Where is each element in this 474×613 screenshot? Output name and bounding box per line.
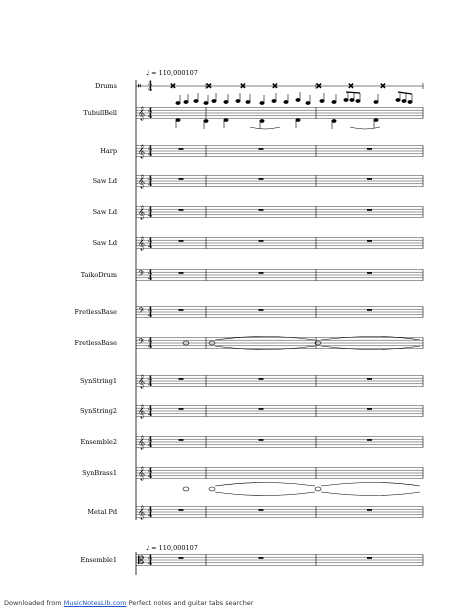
perc-clef-icon: 𝄥	[138, 82, 141, 92]
whole-rest	[367, 272, 372, 274]
instrument-label: Ensemble2	[80, 438, 117, 446]
whole-rest	[179, 439, 184, 441]
labels-layer	[74, 82, 117, 564]
time-signature-bottom: 4	[148, 181, 153, 188]
time-signature-top: 4	[148, 269, 153, 277]
staff-14	[136, 505, 423, 519]
whole-rest	[367, 178, 372, 180]
whole-rest	[367, 439, 372, 441]
time-signature-top: 4	[148, 80, 153, 88]
staff-2	[136, 106, 423, 120]
bass-clef-icon: 𝄢	[138, 270, 145, 281]
time-signature-bottom: 4	[148, 343, 153, 350]
whole-rest	[367, 509, 372, 511]
staves-layer	[136, 80, 423, 575]
time-signature-top: 4	[148, 405, 153, 413]
whole-rest	[179, 148, 184, 150]
instrument-label: Saw Ld	[92, 177, 117, 185]
alto-clef-icon: 𝄡	[138, 554, 145, 567]
whole-rest	[367, 209, 372, 211]
treble-clef-icon: 𝄞	[138, 374, 146, 388]
whole-rest	[179, 408, 184, 410]
staff-6	[136, 236, 423, 250]
instrument-label: SynString1	[79, 377, 117, 385]
staff-5	[136, 205, 423, 219]
time-signature-bottom: 4	[148, 512, 153, 519]
instrument-label: Metal Pd	[87, 508, 117, 516]
time-signature-bottom: 4	[148, 113, 153, 120]
time-signature-top: 4	[148, 506, 153, 514]
time-signature-bottom: 4	[148, 275, 153, 282]
whole-rest	[179, 378, 184, 380]
svg-text:×: ×	[240, 82, 246, 90]
treble-clef-icon: 𝄞	[138, 505, 146, 519]
musicnoteslib-link[interactable]: MusicNotesLib.com	[63, 599, 127, 607]
instrument-label: Drums	[94, 82, 117, 90]
treble-clef-icon: 𝄞	[138, 435, 146, 449]
time-signature-bottom: 4	[148, 212, 153, 219]
svg-text:×: ×	[206, 82, 212, 90]
time-signature-bottom: 4	[148, 381, 153, 388]
staff-4	[136, 174, 423, 188]
whole-rest	[367, 148, 372, 150]
time-signature-bottom: 4	[148, 442, 153, 449]
time-signature-bottom: 4	[148, 243, 153, 250]
time-signature-top: 4	[148, 436, 153, 444]
footer-suffix: Perfect notes and guitar tabs searcher	[128, 599, 254, 607]
time-signature-top: 4	[148, 306, 153, 314]
bass-clef-icon: 𝄢	[138, 307, 145, 318]
treble-clef-icon: 𝄞	[138, 466, 146, 480]
tubullbell-notes	[176, 92, 412, 129]
treble-clef-icon: 𝄞	[138, 404, 146, 418]
whole-rest	[179, 178, 184, 180]
whole-rest	[179, 557, 184, 559]
whole-rest	[367, 240, 372, 242]
instrument-label: Saw Ld	[92, 239, 117, 247]
time-signature-top: 4	[148, 554, 153, 562]
bass-clef-icon: 𝄢	[138, 338, 145, 349]
staff-13	[136, 466, 423, 480]
whole-rest	[179, 272, 184, 274]
staff-10	[136, 374, 423, 388]
time-signature-top: 4	[148, 337, 153, 345]
time-signature-bottom: 4	[148, 473, 153, 480]
whole-rest	[259, 272, 264, 274]
staff-3	[136, 144, 423, 158]
tempo-layer	[146, 69, 198, 552]
whole-rest	[179, 240, 184, 242]
footer-prefix: Downloaded from	[4, 599, 62, 607]
download-footer	[4, 599, 254, 607]
time-signature-bottom: 4	[148, 151, 153, 158]
treble-clef-icon: 𝄞	[138, 144, 146, 158]
svg-text:×: ×	[170, 82, 176, 90]
tempo-mark-top: ♩ = 110,000107	[146, 69, 198, 77]
whole-rest	[259, 309, 264, 311]
instrument-label: SynString2	[79, 407, 117, 415]
staff-8	[136, 306, 423, 319]
instrument-label: FretlessBase	[74, 339, 117, 347]
instrument-label: SynBrass1	[82, 469, 117, 477]
whole-rest	[367, 309, 372, 311]
whole-rest	[259, 240, 264, 242]
time-signature-top: 4	[148, 145, 153, 153]
instrument-label: Saw Ld	[92, 208, 117, 216]
whole-rest	[259, 509, 264, 511]
staff-9	[136, 337, 423, 350]
time-signature-top: 4	[148, 375, 153, 383]
whole-rest	[179, 509, 184, 511]
whole-rest	[179, 309, 184, 311]
time-signature-bottom: 4	[148, 312, 153, 319]
staff-12	[136, 435, 423, 449]
staff-15	[136, 554, 423, 567]
time-signature-top: 4	[148, 206, 153, 214]
staff-7	[136, 269, 423, 282]
instrument-label: TubullBell	[83, 109, 117, 117]
time-signature-top: 4	[148, 237, 153, 245]
time-signature-top: 4	[148, 467, 153, 475]
whole-rest	[367, 557, 372, 559]
svg-text:×: ×	[348, 82, 354, 90]
whole-rest	[259, 148, 264, 150]
time-signature-bottom: 4	[148, 411, 153, 418]
treble-clef-icon: 𝄞	[138, 106, 146, 120]
whole-rest	[259, 439, 264, 441]
svg-text:×: ×	[272, 82, 278, 90]
time-signature-top: 4	[148, 175, 153, 183]
tempo-mark-bottom: ♩ = 110,000107	[146, 544, 198, 552]
whole-rest	[259, 378, 264, 380]
whole-rest	[179, 209, 184, 211]
whole-rest	[367, 378, 372, 380]
instrument-label: FretlessBase	[74, 308, 117, 316]
treble-clef-icon: 𝄞	[138, 236, 146, 250]
whole-rest	[259, 209, 264, 211]
svg-text:×: ×	[380, 82, 386, 90]
notes-layer	[170, 82, 420, 496]
svg-text:×: ×	[316, 82, 322, 90]
time-signature-bottom: 4	[148, 560, 153, 567]
instrument-label: Harp	[100, 147, 117, 155]
time-signature-bottom: 4	[148, 86, 153, 93]
whole-rest	[367, 408, 372, 410]
synbrass-ties	[183, 483, 420, 496]
whole-rest	[259, 557, 264, 559]
treble-clef-icon: 𝄞	[138, 205, 146, 219]
instrument-label: TaikoDrum	[80, 271, 117, 279]
whole-rest	[259, 178, 264, 180]
time-signature-top: 4	[148, 107, 153, 115]
staff-11	[136, 404, 423, 418]
treble-clef-icon: 𝄞	[138, 174, 146, 188]
instrument-label: Ensemble1	[80, 556, 117, 564]
whole-rest	[259, 408, 264, 410]
